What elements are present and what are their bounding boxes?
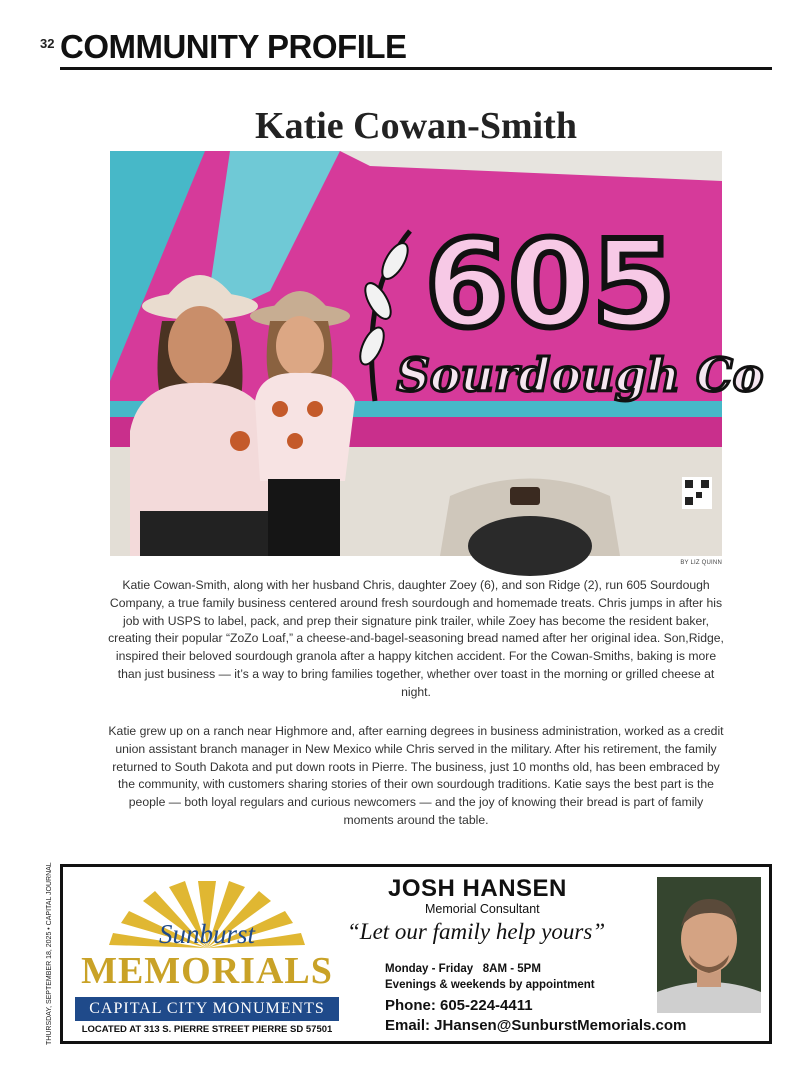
ad-consultant-name: JOSH HANSEN — [388, 875, 567, 902]
article-headline: Katie Cowan-Smith — [255, 105, 577, 147]
logo-bar-text: CAPITAL CITY MONUMENTS — [75, 997, 339, 1021]
ad-hours-appointment: Evenings & weekends by appointment — [385, 979, 595, 991]
ad-hours-weekday: Monday - Friday 8AM - 5PM — [385, 963, 541, 975]
ad-tagline: “Let our family help yours” — [347, 919, 606, 944]
article-photo — [110, 151, 764, 556]
truck-number: 605 — [424, 216, 676, 355]
ad-phone[interactable]: Phone: 605-224-4411 — [385, 997, 533, 1014]
logo-memorials: MEMORIALS — [81, 950, 333, 992]
title-rule — [60, 67, 772, 70]
article-paragraph-2: Katie grew up on a ranch near Highmore and, after earning degrees in business administration, worked as a credit union assistant branch manager in New Mexico while Chris served in the military. After his retirement, the family returned to South Dakota and put down roots in Pierre. The business, just 10 months old, has been embraced by the community, with customers sharing stories of their own sourdough traditions. Katie says the best part is the people — both loyal regulars and curious newcomers — and the joy of knowing their bread is part of family moments around the table. — [108, 724, 724, 827]
page-number: 32 — [40, 36, 55, 51]
ad-hours — [385, 961, 595, 993]
issue-dateline: THURSDAY, SEPTEMBER 18, 2025 • CAPITAL JOURNAL — [46, 862, 53, 1045]
section-title: COMMUNITY PROFILE — [60, 28, 407, 65]
logo-sunburst: Sunburst — [158, 919, 256, 949]
ad-address: LOCATED AT 313 S. PIERRE STREET PIERRE SD 57501 — [81, 1024, 333, 1035]
ad-consultant-role: Memorial Consultant — [425, 902, 540, 916]
truck-brand: Sourdough Co — [396, 348, 764, 402]
sunburst-memorials-ad[interactable] — [60, 864, 772, 1044]
article-paragraph-1: Katie Cowan-Smith, along with her husband Chris, daughter Zoey (6), and son Ridge (2), run 605 Sourdough Company, a true family business centered around fresh sourdough and homemade treats. Chris jumps in after his job with USPS to label, pack, and prep their signature pink trailer, while Zoey has become the resident baker, creating their popular “ZoZo Loaf,” a cheese-and-bagel-seasoning bread named after her original idea. Son,Ridge, inspired their beloved sourdough granola after a happy kitchen accident. For the Cowan-Smiths, baking is more than just business — it’s a way to bring families together, whether over toast in the morning or grilled cheese at night. — [108, 578, 724, 699]
consultant-portrait-illustration — [657, 877, 761, 1013]
photo-illustration — [110, 151, 764, 556]
consultant-portrait — [657, 877, 761, 1013]
photo-credit: BY LIZ QUINN — [680, 560, 722, 566]
ad-email[interactable]: Email: JHansen@SunburstMemorials.com — [385, 1017, 687, 1034]
